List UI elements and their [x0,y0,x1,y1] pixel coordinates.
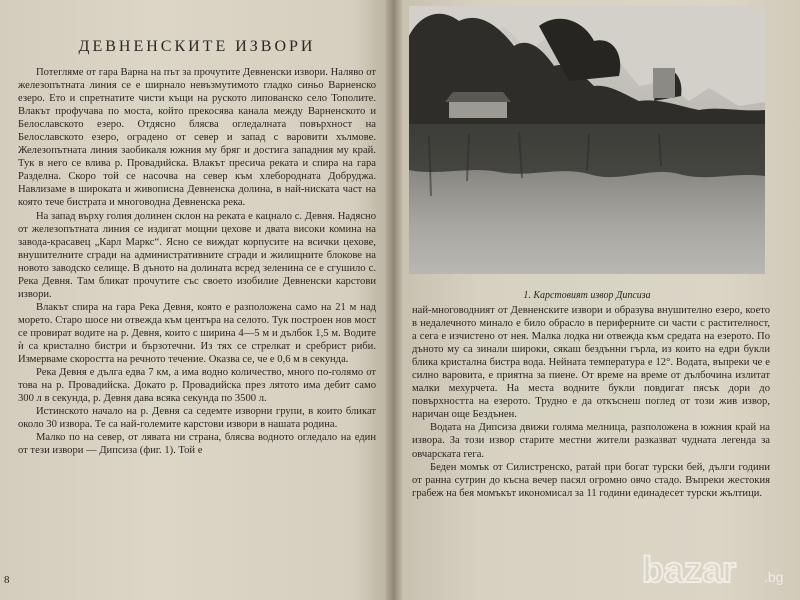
watermark-text: bazar [642,550,737,590]
lake-photo [409,6,765,274]
paragraph: Влакът спира на гара Река Девня, която е разположена само на 21 м над морето. Старо шосе ни отвежда към центъра на селото. Тук построен нов мост се провират водите на р. Девня, които с ширина 4—5 м и дълбок 1,5 м. Водите ѝ са кристално бистри и бързотечни. Из тях се стрелкат и сребрист риби. Измерваме скоростта на речното течение. Оказва се, че е 0,6 м в секунда. [18,301,376,366]
paragraph: Истинското начало на р. Девня са седемте изворни групи, в които бликат около 30 извора. Те са най-големите карстови извори в нашата родина. [18,406,376,431]
page-number: 8 [4,574,10,586]
paragraph: Беден момък от Силистренско, ратай при богат турски бей, дълги години от ранна сутрин до късна вечер пасял огромно овчо стадо. Въпреки жестокия грабеж на бея момъкът икономисал за 11 години единадесет турски жълтици. [412,461,770,499]
paragraph: най-многоводният от Девненските извори и образува внушително езеро, което в недалечното минало е било обрасло в периферните си части с растителност, а сега е изчистено от нея. Малка лодка ни отвежда към средата на езерото. По дъното му са зинали широки, сякаш бездънни гърла, из които на едри букли блика кристална бистра вода. Нейната температура е 12°. Водата, въпреки че е силно варовита, е приятна за пиене. От време на време от дълбочина излитат малки мехурчета. На места водните букли повдигат пясък дори до повърхността на езерото. Трудно е да откъснеш поглед от този жив извор, наричан още Бездънен. [412,305,770,421]
paragraph: Малко по на север, от лявата ни страна, блясва водното огледало на един от тези извори — Дипсиза (фиг. 1). Той е [18,432,376,457]
photo-caption: 1. Карстовият извор Дипсиза [523,290,651,301]
paragraph: Водата на Дипсиза движи голяма мелница, разположена в южния край на извора. За този извор старите местни жители разказват чудната легенда за овчарската гега. [412,422,770,460]
bazar-watermark-logo [638,550,798,594]
paragraph: Река Девня е дълга едва 7 км, а има водно количество, много по-голямо от това на р. Провадийска. Докато р. Провадийска през лятото има дебит само 300 л в секунда, р. Девня дава всяка секунда по 3500 л. [18,367,376,405]
watermark-suffix: .bg [764,569,784,585]
left-column [18,30,376,457]
lake-photo-image [409,6,765,274]
chapter-title: ДЕВНЕНСКИТЕ ИЗВОРИ [78,38,316,55]
paragraph: Потегляме от гара Варна на път за прочутите Девненски извори. Наляво от железопътната линия се е ширнало невъзмутимото гладко синьо Варненско езеро. Ето и спретнатите чисти къщи на руското липованско село Тополите. Влакът профучава по моста, който прекосява канала между Варненското и Белославското езеро. Отдясно блясва огледалната повърхност на Белославското езеро, оградено от север и запад с варовити хълмове. Железопътната линия заобикаля южния му бряг и достига западния му край. Тук в него се влива р. Провадийска. Влакът пресича реката и спира на гара Разделна. Скоро той се насочва на север към хлебородната Добруджа. Навлизаме в широката и живописна Девненска долина, в най-ниската част на която тече бистрата и многоводна Девненска река. [18,67,376,209]
paragraph: На запад върху голия долинен склон на реката е кацнало с. Девня. Надясно от железопътната линия се издигат мощни цехове и двата високи комина на завода-красавец „Карл Маркс“. Ясно се виждат корпусите на всички цехове, внушителните сгради на административните сгради и жилищните блокове на новото заводско селище. В дъното на долината всред зеленина се е сгушило с. Река Девня. Там бликат прочутите със своето изобилие Девненски карстови извори. [18,210,376,300]
right-column [412,304,770,500]
